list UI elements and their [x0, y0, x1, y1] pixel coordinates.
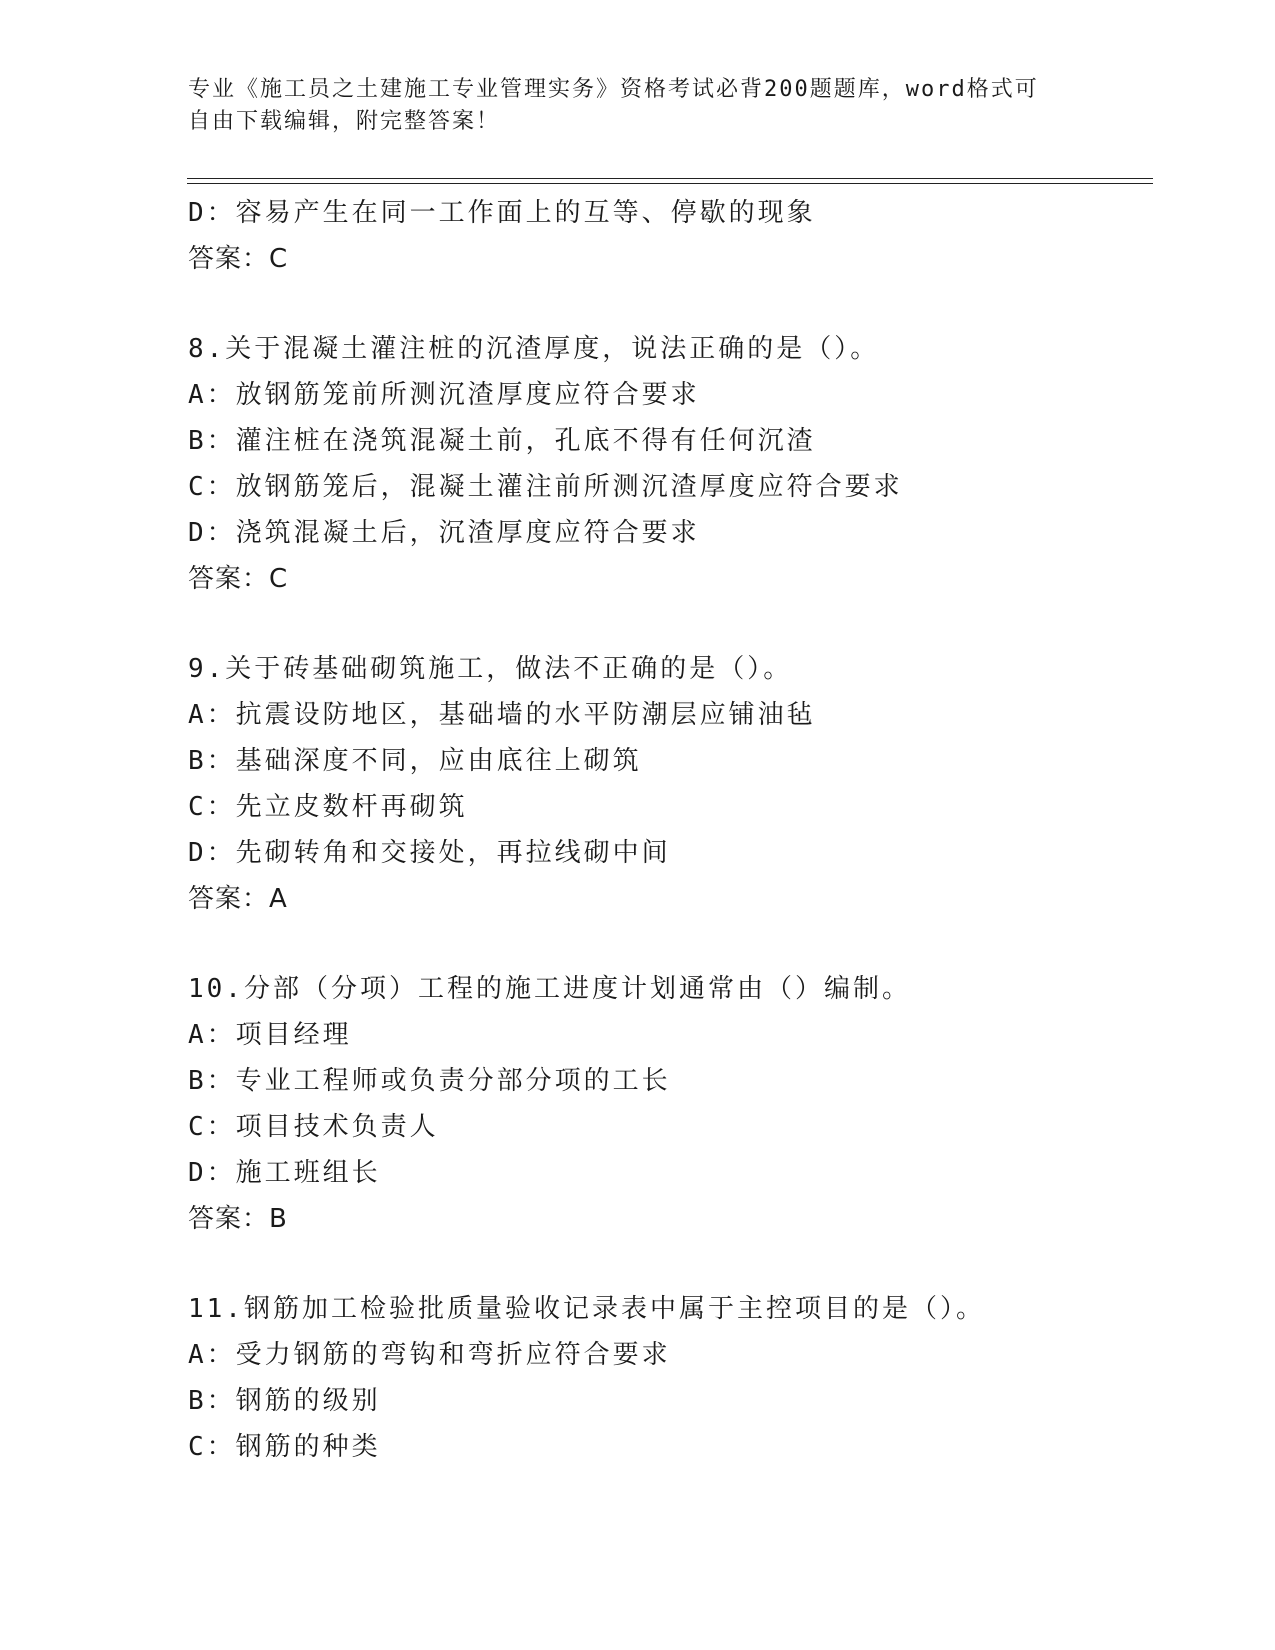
answer-line: 答案：C [188, 564, 289, 594]
question-stem: 9.关于砖基础砌筑施工，做法不正确的是（）。 [188, 654, 793, 684]
answer-line: 答案：C [188, 244, 289, 274]
option-a: A：放钢筋笼前所测沉渣厚度应符合要求 [188, 380, 700, 410]
option-d: D：浇筑混凝土后，沉渣厚度应符合要求 [188, 518, 700, 548]
option-d: D：施工班组长 [188, 1158, 381, 1188]
question-stem: 8.关于混凝土灌注桩的沉渣厚度，说法正确的是（）。 [188, 334, 880, 364]
option-b: B：基础深度不同，应由底往上砌筑 [188, 746, 642, 776]
option-c: C：钢筋的种类 [188, 1432, 381, 1462]
question-11 [188, 1286, 1148, 1470]
question-stem: 10.分部（分项）工程的施工进度计划通常由（）编制。 [188, 974, 911, 1004]
answer-line: 答案：B [188, 1204, 288, 1234]
option-c: C：先立皮数杆再砌筑 [188, 792, 468, 822]
option-b: B：钢筋的级别 [188, 1386, 381, 1416]
document-header [188, 74, 1068, 138]
question-8 [188, 326, 1148, 602]
option-b: B：专业工程师或负责分部分项的工长 [188, 1066, 671, 1096]
document-body [188, 190, 1148, 1470]
answer-line: 答案：A [188, 884, 288, 914]
option-c: C：放钢筋笼后，混凝土灌注前所测沉渣厚度应符合要求 [188, 472, 903, 502]
option-c: C：项目技术负责人 [188, 1112, 439, 1142]
question-10 [188, 966, 1148, 1242]
option-d: D：先砌转角和交接处，再拉线砌中间 [188, 838, 671, 868]
header-line-2: 自由下载编辑，附完整答案！ [188, 109, 501, 134]
option-a: A：受力钢筋的弯钩和弯折应符合要求 [188, 1340, 671, 1370]
header-divider-bottom [187, 183, 1153, 184]
option-b: B：灌注桩在浇筑混凝土前，孔底不得有任何沉渣 [188, 426, 816, 456]
option-a: A：抗震设防地区，基础墙的水平防潮层应铺油毡 [188, 700, 816, 730]
header-divider-top [187, 178, 1153, 179]
option-a: A：项目经理 [188, 1020, 352, 1050]
previous-question-fragment [188, 190, 1148, 282]
question-9 [188, 646, 1148, 922]
question-stem: 11.钢筋加工检验批质量验收记录表中属于主控项目的是（）。 [188, 1294, 985, 1324]
option-d: D：容易产生在同一工作面上的互等、停歇的现象 [188, 198, 816, 228]
header-line-1: 专业《施工员之土建施工专业管理实务》资格考试必背200题题库，word格式可 [188, 77, 1039, 102]
